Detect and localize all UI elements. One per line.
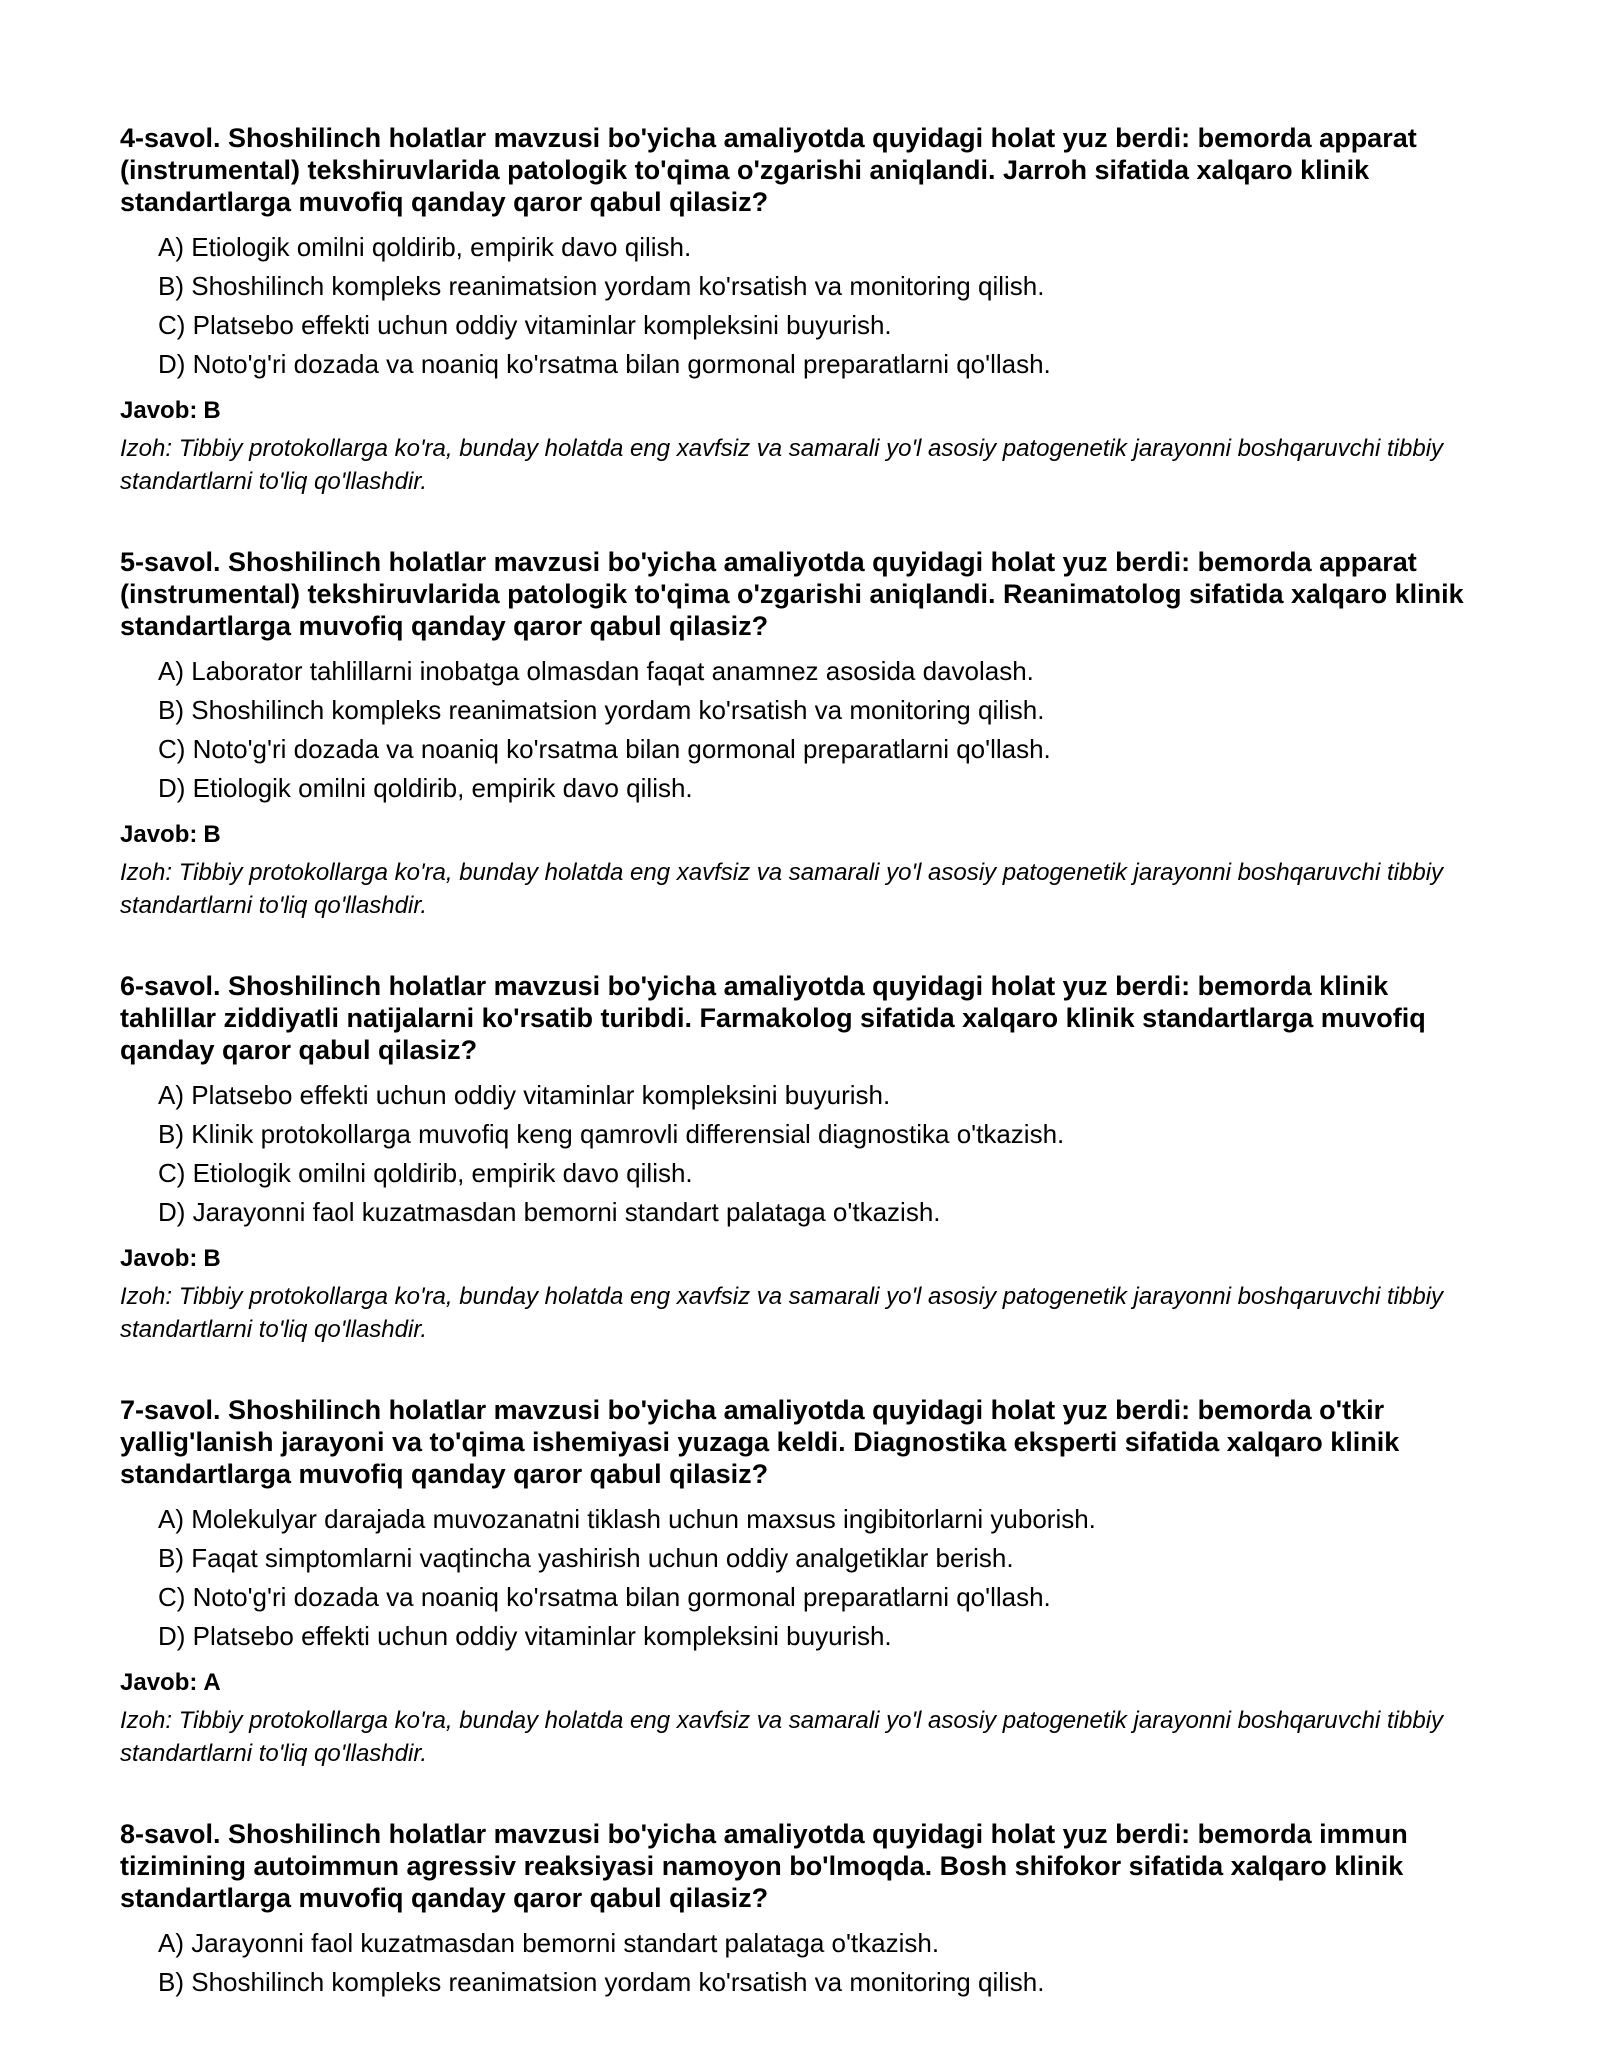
answer-line (120, 818, 1490, 852)
option-c: C) Noto'g'ri dozada va noaniq ko'rsatma bilan gormonal preparatlarni qo'llash. (158, 1582, 1051, 1612)
answer-value: A (203, 1669, 221, 1696)
answer-line (120, 1242, 1490, 1276)
option-a: A) Laborator tahlillarni inobatga olmasdan faqat anamnez asosida davolash. (158, 656, 1034, 686)
document-page (120, 122, 1490, 2050)
question-block (120, 970, 1490, 1346)
option-a: A) Platsebo effekti uchun oddiy vitaminlar kompleksini buyurish. (158, 1080, 891, 1110)
answer-label: Javob: (120, 1669, 198, 1696)
answer-label: Javob: (120, 1245, 198, 1272)
question-block (120, 122, 1490, 498)
answer-value: B (203, 397, 221, 424)
option-b: B) Shoshilinch kompleks reanimatsion yordam ko'rsatish va monitoring qilish. (158, 695, 1045, 725)
option-d: D) Jarayonni faol kuzatmasdan bemorni standart palataga o'tkazish. (158, 1197, 941, 1227)
option-b: B) Shoshilinch kompleks reanimatsion yordam ko'rsatish va monitoring qilish. (158, 271, 1045, 301)
option-b: B) Faqat simptomlarni vaqtincha yashirish uchun oddiy analgetiklar berish. (158, 1543, 1014, 1573)
explanation-note: Izoh: Tibbiy protokollarga ko'ra, bunday holatda eng xavfsiz va samarali yo'l asosiy patogenetik jarayonni boshqaruvchi tibbiy standartlarni to'liq qo'llashdir. (120, 435, 1444, 495)
options-list (120, 1924, 1490, 2002)
option-c: C) Noto'g'ri dozada va noaniq ko'rsatma bilan gormonal preparatlarni qo'llash. (158, 734, 1051, 764)
option-b: B) Klinik protokollarga muvofiq keng qamrovli differensial diagnostika o'tkazish. (158, 1119, 1065, 1149)
question-block (120, 546, 1490, 922)
options-list (120, 228, 1490, 384)
answer-label: Javob: (120, 821, 198, 848)
answer-value: B (203, 1245, 221, 1272)
answer-line (120, 394, 1490, 428)
option-d: D) Platsebo effekti uchun oddiy vitaminlar kompleksini buyurish. (158, 1621, 892, 1651)
option-a: A) Etiologik omilni qoldirib, empirik davo qilish. (158, 232, 692, 262)
question-text: 6-savol. Shoshilinch holatlar mavzusi bo'yicha amaliyotda quyidagi holat yuz berdi: bemorda klinik tahlillar ziddiyatli natijalarni ko'rsatib turibdi. Farmakolog sifatida xalqaro klinik standartlarga muvofiq qanday qaror qabul qilasiz? (120, 971, 1426, 1065)
option-a: A) Jarayonni faol kuzatmasdan bemorni standart palataga o'tkazish. (158, 1928, 940, 1958)
question-text: 7-savol. Shoshilinch holatlar mavzusi bo'yicha amaliyotda quyidagi holat yuz berdi: bemorda o'tkir yallig'lanish jarayoni va to'qima ishemiyasi yuzaga keldi. Diagnostika eksperti sifatida xalqaro klinik standartlarga muvofiq qanday qaror qabul qilasiz? (120, 1395, 1400, 1489)
explanation-note: Izoh: Tibbiy protokollarga ko'ra, bunday holatda eng xavfsiz va samarali yo'l asosiy patogenetik jarayonni boshqaruvchi tibbiy standartlarni to'liq qo'llashdir. (120, 1283, 1444, 1343)
option-b: B) Shoshilinch kompleks reanimatsion yordam ko'rsatish va monitoring qilish. (158, 1967, 1045, 1997)
explanation-note: Izoh: Tibbiy protokollarga ko'ra, bunday holatda eng xavfsiz va samarali yo'l asosiy patogenetik jarayonni boshqaruvchi tibbiy standartlarni to'liq qo'llashdir. (120, 859, 1444, 919)
answer-value: B (203, 821, 221, 848)
options-list (120, 652, 1490, 808)
question-block (120, 1818, 1490, 2002)
option-d: D) Noto'g'ri dozada va noaniq ko'rsatma bilan gormonal preparatlarni qo'llash. (158, 349, 1051, 379)
question-text: 8-savol. Shoshilinch holatlar mavzusi bo'yicha amaliyotda quyidagi holat yuz berdi: bemorda immun tizimining autoimmun agressiv reaksiyasi namoyon bo'lmoqda. Bosh shifokor sifatida xalqaro klinik standartlarga muvofiq qanday qaror qabul qilasiz? (120, 1819, 1408, 1913)
options-list (120, 1076, 1490, 1232)
options-list (120, 1500, 1490, 1656)
option-c: C) Platsebo effekti uchun oddiy vitaminlar kompleksini buyurish. (158, 310, 892, 340)
answer-line (120, 1666, 1490, 1700)
question-text: 5-savol. Shoshilinch holatlar mavzusi bo'yicha amaliyotda quyidagi holat yuz berdi: bemorda apparat (instrumental) tekshiruvlarida patologik to'qima o'zgarishi aniqlandi. Reanimatolog sifatida xalqaro klinik standartlarga muvofiq qanday qaror qabul qilasiz? (120, 547, 1464, 641)
explanation-note: Izoh: Tibbiy protokollarga ko'ra, bunday holatda eng xavfsiz va samarali yo'l asosiy patogenetik jarayonni boshqaruvchi tibbiy standartlarni to'liq qo'llashdir. (120, 1707, 1444, 1767)
question-block (120, 1394, 1490, 1770)
question-text: 4-savol. Shoshilinch holatlar mavzusi bo'yicha amaliyotda quyidagi holat yuz berdi: bemorda apparat (instrumental) tekshiruvlarida patologik to'qima o'zgarishi aniqlandi. Jarroh sifatida xalqaro klinik standartlarga muvofiq qanday qaror qabul qilasiz? (120, 123, 1417, 217)
answer-label: Javob: (120, 397, 198, 424)
option-c: C) Etiologik omilni qoldirib, empirik davo qilish. (158, 1158, 693, 1188)
option-a: A) Molekulyar darajada muvozanatni tiklash uchun maxsus ingibitorlarni yuborish. (158, 1504, 1096, 1534)
option-d: D) Etiologik omilni qoldirib, empirik davo qilish. (158, 773, 693, 803)
